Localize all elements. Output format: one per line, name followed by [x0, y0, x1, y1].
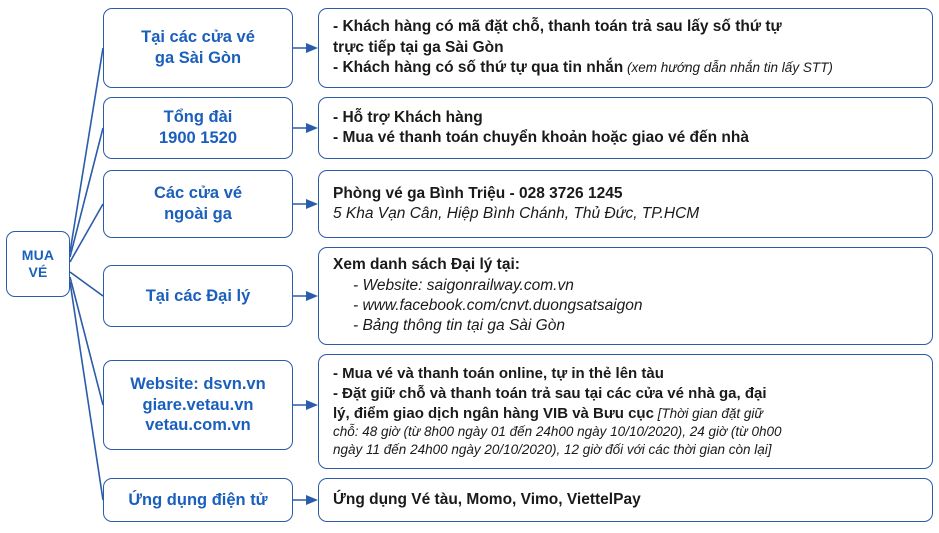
content-note: chỗ: 48 giờ (từ 8h00 ngày 01 đến 24h00 ngày 10/10/2020), 24 giờ (từ 0h00	[333, 424, 782, 440]
branch-label-line: Tại các Đại lý	[145, 286, 251, 305]
branch-label-ga-sai-gon[interactable]	[103, 8, 293, 88]
content-line: trực tiếp tại ga Sài Gòn	[333, 38, 504, 56]
content-line: - Mua vé và thanh toán online, tự in thẻ lên tàu	[333, 364, 664, 382]
branch-label-line: ngoài ga	[164, 205, 232, 223]
content-note: [Thời gian đặt giữ	[653, 405, 763, 421]
branch-label-tong-dai[interactable]	[103, 97, 293, 159]
content-line: - Bảng thông tin tại ga Sài Gòn	[353, 317, 565, 335]
content-line: - Website: saigonrailway.com.vn	[353, 276, 574, 294]
branch-label-line: Website: dsvn.vn	[130, 375, 266, 394]
content-line: - Khách hàng có mã đặt chỗ, thanh toán trả sau lấy số thứ tự	[333, 18, 782, 36]
branch-label-line: Ứng dụng điện tử	[128, 490, 268, 509]
branch-content-ga-sai-gon	[318, 8, 933, 88]
content-line: - Hỗ trợ Khách hàng	[333, 108, 483, 126]
content-line: - Khách hàng có số thứ tự qua tin nhắn	[333, 59, 624, 77]
branch-content-cua-ve-ngoai-ga	[318, 170, 933, 238]
content-line: Xem danh sách Đại lý tại:	[333, 256, 520, 274]
branch-content-ung-dung-dien-tu	[318, 478, 933, 522]
branch-label-line: giare.vetau.vn	[142, 395, 254, 414]
content-line: Phòng vé ga Bình Triệu - 028 3726 1245	[333, 184, 623, 202]
content-line: - Đặt giữ chỗ và thanh toán trả sau tại các cửa vé nhà ga, đại	[333, 384, 767, 402]
branch-label-website[interactable]	[103, 360, 293, 450]
branch-content-website	[318, 354, 933, 469]
content-line: lý, điểm giao dịch ngân hàng VIB và Bưu cục	[333, 404, 654, 422]
root-label-line1: MUA	[21, 246, 55, 263]
branch-content-tong-dai	[318, 97, 933, 159]
content-line: - www.facebook.com/cnvt.duongsatsaigon	[353, 297, 643, 314]
content-note: (xem hướng dẫn nhắn tin lấy STT)	[623, 60, 833, 76]
branch-content-dai-ly	[318, 247, 933, 345]
content-line: 5 Kha Vạn Cân, Hiệp Bình Chánh, Thủ Đức, TP.HCM	[333, 205, 700, 222]
root-label-line2: VÉ	[28, 264, 48, 280]
branch-label-dai-ly[interactable]	[103, 265, 293, 327]
content-line: - Mua vé thanh toán chuyển khoản hoặc giao vé đến nhà	[333, 129, 749, 146]
content-line: Ứng dụng Vé tàu, Momo, Vimo, ViettelPay	[333, 490, 641, 508]
root-node-mua-ve[interactable]	[6, 231, 70, 297]
branch-label-ung-dung-dien-tu[interactable]	[103, 478, 293, 522]
branch-label-line: ga Sài Gòn	[154, 49, 242, 67]
branch-label-line: Các cửa vé	[153, 184, 243, 203]
branch-label-cua-ve-ngoai-ga[interactable]	[103, 170, 293, 238]
branch-label-line: Tại các cửa vé	[141, 28, 255, 47]
content-note: ngày 11 đến 24h00 ngày 20/10/2020), 12 giờ đối với các thời gian còn lại]	[333, 442, 772, 458]
branch-label-line: 1900 1520	[159, 129, 237, 147]
branch-label-line: Tổng đài	[163, 108, 233, 127]
branch-label-line: vetau.com.vn	[145, 416, 251, 435]
